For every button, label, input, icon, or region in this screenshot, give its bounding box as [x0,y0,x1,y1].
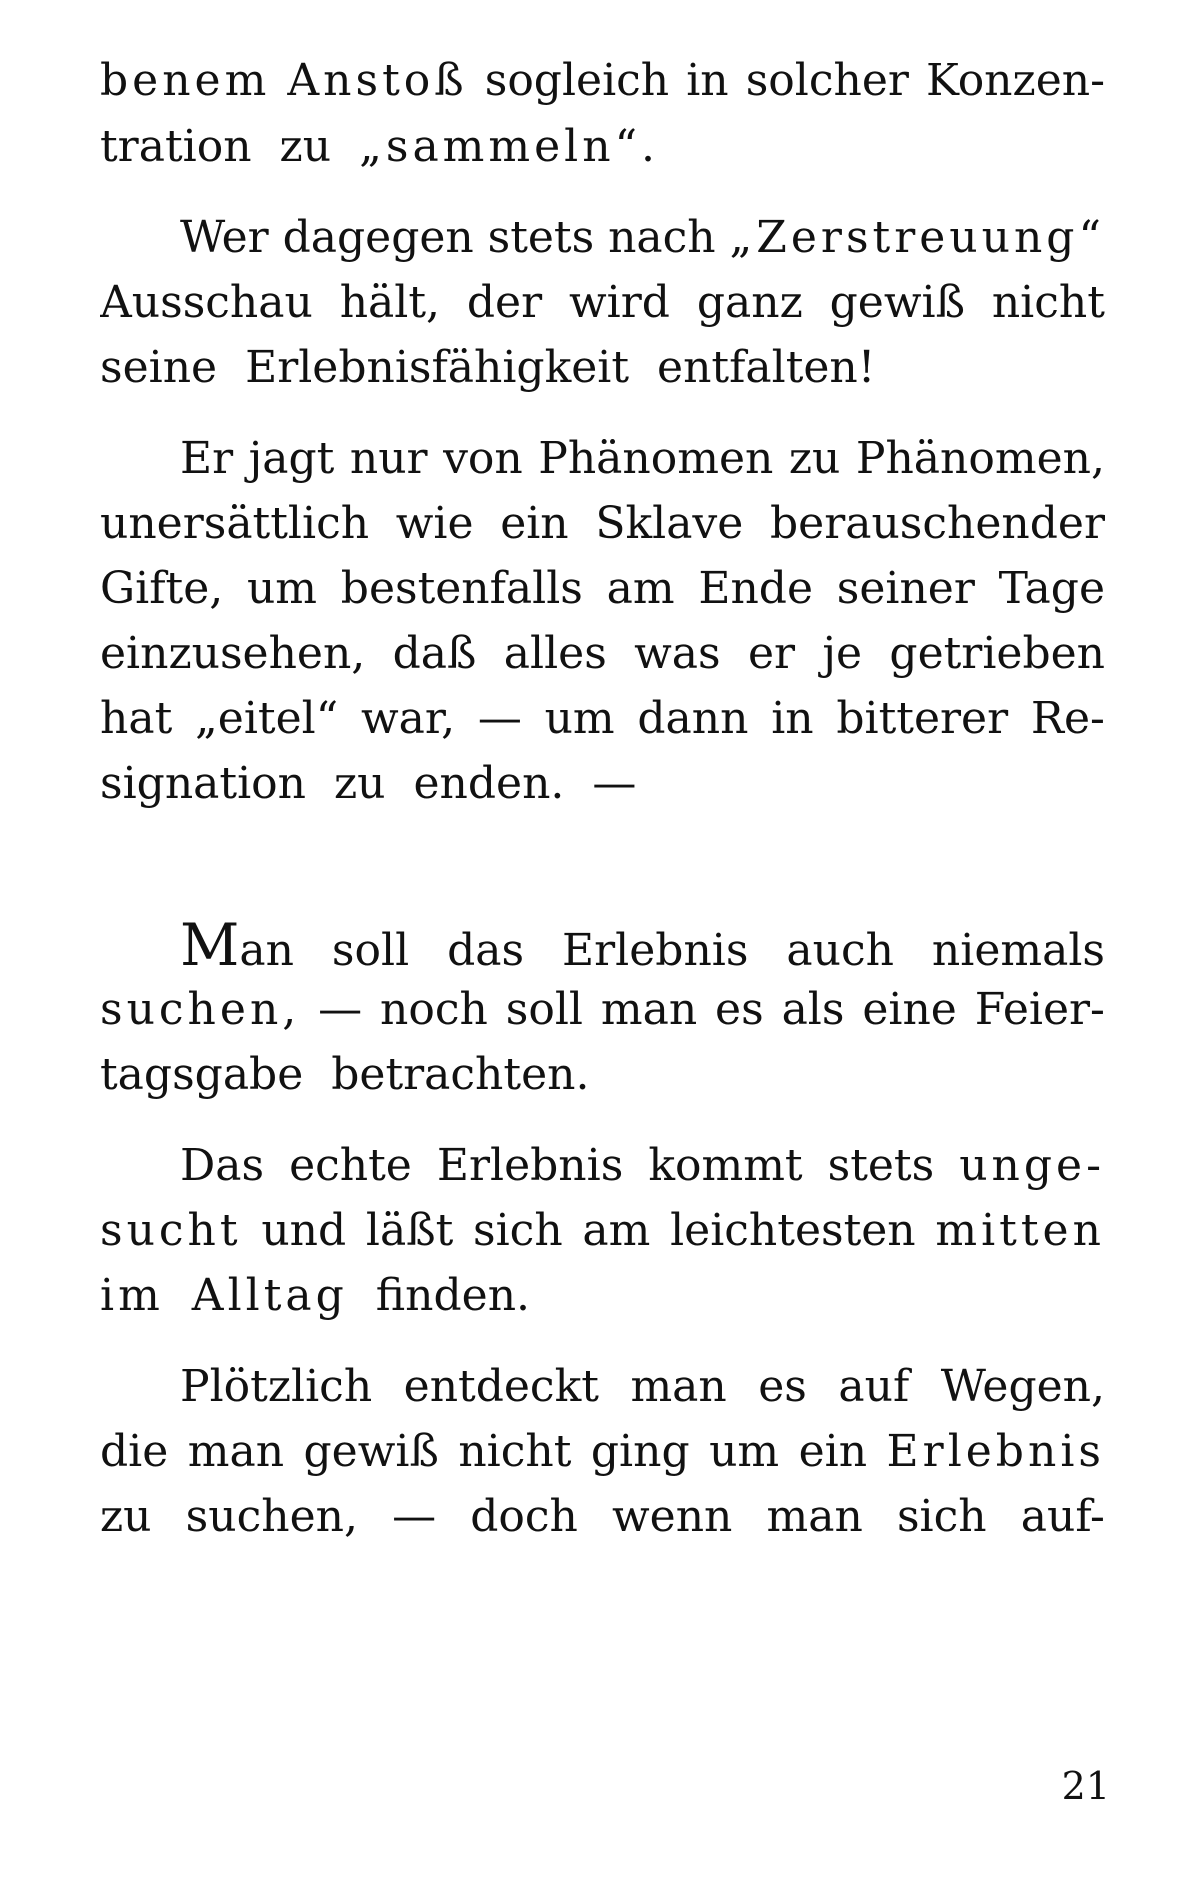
word: gewiß [829,277,965,328]
text-line [100,1482,1105,1552]
text-line [100,1417,1105,1487]
word: suchen, [185,1491,358,1542]
word: ein [500,498,569,549]
text-line [100,619,1105,689]
word: leichtesten [670,1205,916,1256]
word: je [822,628,863,679]
text-line [180,424,1105,494]
word: als [781,984,845,1035]
word: Er [180,433,234,484]
word: berauschender [770,498,1105,549]
word: es [758,1361,807,1412]
word: sogleich [484,55,670,106]
word: am [606,563,675,614]
word: Erlebnis [886,1426,1105,1477]
word: nach [608,212,716,263]
word: entdeckt [403,1361,599,1412]
page-number: 21 [1061,1764,1110,1808]
word: seine [100,342,218,393]
word: Phänomen [538,433,774,484]
word: zu [279,121,332,172]
word: Das [180,1140,265,1191]
word-remainder: an [239,925,294,976]
word: — [592,758,637,809]
word: unersättlich [100,498,370,549]
word: unge- [959,1140,1105,1191]
word: „eitel“ [195,693,339,744]
word: bitterer [836,693,1009,744]
word: nicht [991,277,1105,328]
word: tagsgabe [100,1049,304,1100]
word: doch [470,1491,578,1542]
word: Erlebnisfähigkeit [245,342,630,393]
word: Erlebnis [562,925,749,976]
word: gewiß [303,1426,439,1477]
word: man [630,1361,727,1412]
word: am [582,1205,651,1256]
word: seiner [836,563,975,614]
word: nur [349,433,428,484]
word: Wegen, [940,1361,1105,1412]
word: nicht [458,1426,572,1477]
word: wie [395,498,474,549]
text-line [100,489,1105,559]
word: es [715,984,764,1035]
word: um [709,1426,780,1477]
text-line [100,554,1105,624]
text-line [100,1261,1105,1331]
word: Konzen- [926,55,1105,106]
word: ganz [696,277,803,328]
word: „Zerstreuung“ [729,212,1105,263]
word: ging [590,1426,690,1477]
word: zu [333,758,386,809]
word: finden. [375,1270,531,1321]
word: noch [380,984,488,1035]
word: bestenfalls [340,563,583,614]
word: das [447,925,525,976]
text-line [100,1196,1105,1266]
word: dagegen [282,212,474,263]
word: Anstoß [287,55,468,106]
word: Tage [998,563,1105,614]
word: man [766,1491,863,1542]
word: in [686,55,729,106]
word: — [477,693,522,744]
word: zu [100,1491,152,1542]
word: Ausschau [100,277,313,328]
word: echte [289,1140,412,1191]
word: auf- [1020,1491,1105,1542]
word: der [466,277,543,328]
word: in [771,693,814,744]
word: was [634,628,721,679]
word: zu [788,433,841,484]
word: jagt [248,433,335,484]
word: tration [100,121,252,172]
word: kommt [648,1140,803,1191]
word: soll [331,925,410,976]
word: mitten [935,1205,1105,1256]
word: hat [100,693,173,744]
word: und [261,1205,347,1256]
word: man [187,1426,285,1477]
text-line [100,268,1105,338]
word: Feier- [974,984,1105,1035]
word: läßt [365,1205,454,1256]
word: suchen, [100,984,301,1035]
word: im [100,1270,164,1321]
word: Ende [698,563,814,614]
text-line [180,1131,1105,1201]
word: benem [100,55,271,106]
word: sich [473,1205,563,1256]
text-line [180,1352,1105,1422]
word: entfalten! [657,342,876,393]
word: signation [100,758,306,809]
word: stets [487,212,595,263]
word: einzusehen, [100,628,366,679]
word: Erlebnis [436,1140,624,1191]
text-line [100,333,1105,403]
word: hält, [339,277,441,328]
text-line [100,684,1105,754]
word: betrachten. [331,1049,590,1100]
word: ein [798,1426,868,1477]
word: war, [360,693,456,744]
word: daß [392,628,477,679]
word: dann [637,693,749,744]
word: sucht [100,1205,242,1256]
word: — [318,984,363,1035]
word: wenn [612,1491,733,1542]
word: enden. [413,758,565,809]
word: die [100,1426,169,1477]
word: er [747,628,796,679]
word: wird [569,277,670,328]
word: „sammeln“. [359,121,660,172]
word: — [392,1491,437,1542]
text-line [100,1040,1105,1110]
text-line [100,749,1105,819]
word: stets [827,1140,935,1191]
word [180,910,294,980]
word: um [544,693,615,744]
word: sich [896,1491,987,1542]
word: getrieben [889,628,1105,679]
word: alles [503,628,607,679]
text-line [100,975,1105,1045]
word: Wer [180,212,269,263]
word: man [600,984,698,1035]
section-initial: M [180,911,240,979]
text-line [100,112,1105,182]
word: Alltag [191,1270,348,1321]
word: Phänomen, [855,433,1105,484]
word: auf [838,1361,910,1412]
word: solcher [745,55,909,106]
text-line [100,46,1105,116]
word: Re- [1030,693,1105,744]
word: auch [786,925,894,976]
word: Sklave [595,498,744,549]
word: Plötzlich [180,1361,373,1412]
text-line [180,910,1105,980]
word: Gifte, [100,563,224,614]
word: eine [862,984,957,1035]
word: um [246,563,318,614]
word: soll [505,984,583,1035]
word: niemals [931,925,1105,976]
text-line [180,203,1105,273]
word: von [443,433,523,484]
